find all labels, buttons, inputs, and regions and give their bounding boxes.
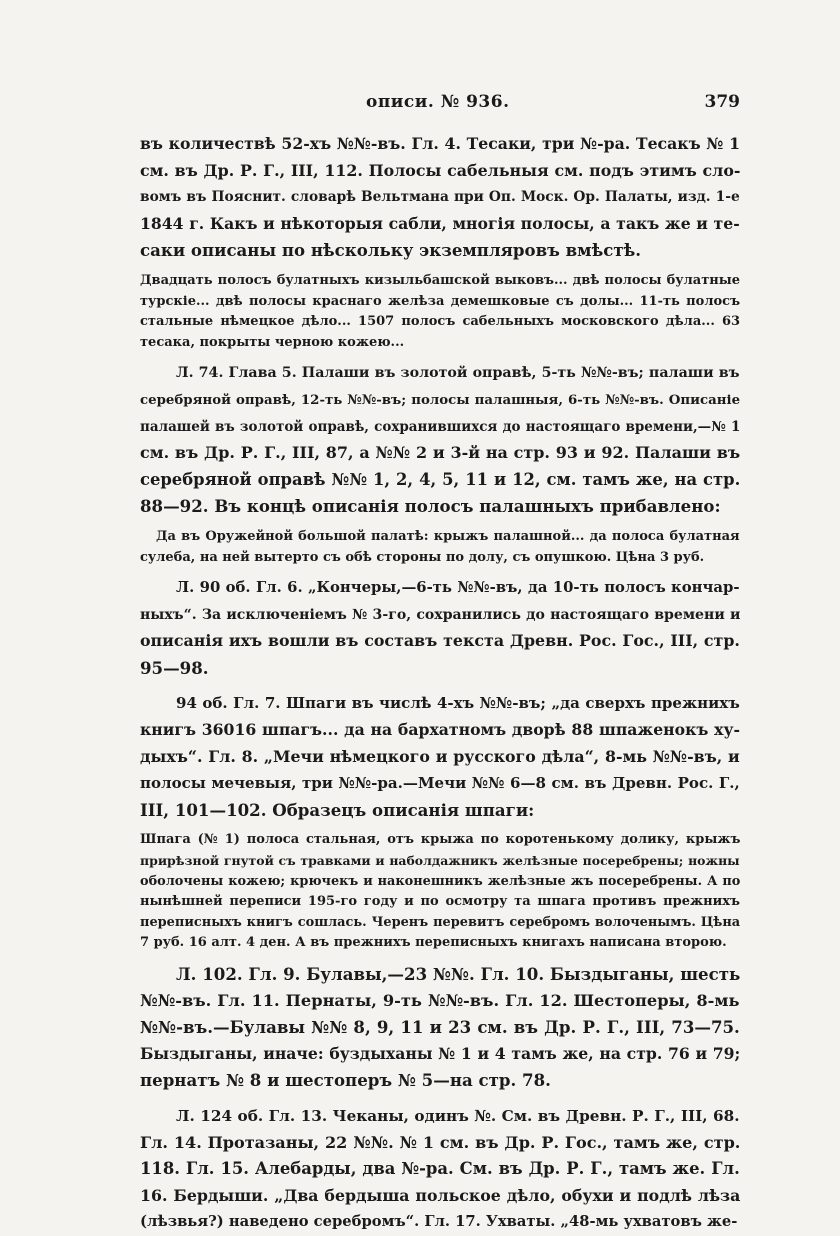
text-line: см. въ Др. Р. Г., III, 112. Полосы сабельныя см. подъ этимъ сло-	[140, 160, 740, 180]
paragraph-gap	[140, 954, 740, 961]
text-line: 16. Бердыши. „Два бердыша польское дѣло, обухи и подлѣ лѣза	[140, 1185, 740, 1205]
quotation-block	[140, 271, 740, 353]
text-line: пернатъ № 8 и шестоперъ № 5—на стр. 78.	[140, 1070, 551, 1091]
text-line: (лѣзвья?) наведено серебромъ“. Гл. 17. Ухваты. „48-мь ухватовъ же-	[140, 1213, 738, 1231]
text-paragraph	[140, 1103, 740, 1236]
text-line: прирѣзной гнутой съ травками и наболдажникъ желѣзные посеребрены; ножны	[140, 853, 740, 869]
text-line: переписныхъ книгъ сошлась. Черенъ перевитъ серебромъ волоченымъ. Цѣна	[140, 914, 740, 930]
text-line: полосы мечевыя, три №№-ра.—Мечи №№ 6—8 см. въ Древн. Рос. Г.,	[140, 774, 740, 793]
text-line: серебряной оправѣ, 12-ть №№-въ; полосы палашныя, 6-ть №№-въ. Описаніе	[140, 391, 740, 408]
text-paragraph	[140, 575, 740, 681]
text-line: сулеба, на ней вытерто съ обѣ стороны по долу, съ опушкою. Цѣна 3 руб.	[140, 549, 705, 565]
text-line: Шпага (№ 1) полоса стальная, отъ крыжа по коротенькому долику, крыжъ	[140, 832, 740, 848]
running-head: описи. № 936.	[366, 92, 510, 112]
text-line: турскіе... двѣ полосы краснаго желѣза демешковые съ долы... 11-ть полосъ	[140, 293, 740, 309]
paragraph-gap	[140, 568, 740, 575]
text-line: книгъ 36016 шпагъ... да на бархатномъ дворѣ 88 шпаженокъ ху-	[140, 720, 740, 740]
paragraph-gap	[140, 264, 740, 271]
text-line: Л. 124 об. Гл. 13. Чеканы, одинъ №. См. въ Древн. Р. Г., III, 68.	[176, 1106, 740, 1125]
quotation-block	[140, 830, 740, 954]
paragraph-gap	[140, 1094, 740, 1103]
text-line: тесака, покрыты черною кожею...	[140, 334, 405, 350]
text-paragraph	[140, 961, 740, 1094]
text-line: Л. 74. Глава 5. Палаши въ золотой оправѣ, 5-ть №№-въ; палаши въ	[176, 365, 740, 382]
text-line: Л. 102. Гл. 9. Булавы,—23 №№. Гл. 10. Быздыганы, шесть	[176, 964, 740, 984]
paragraph-gap	[140, 823, 740, 830]
paragraph-gap	[140, 681, 740, 690]
page-header	[140, 92, 740, 116]
text-line: Двадцать полосъ булатныхъ кизыльбашской выковъ... двѣ полосы булатные	[140, 272, 740, 288]
page-number: 379	[704, 92, 740, 112]
page-body	[140, 131, 740, 1236]
text-line: Л. 90 об. Гл. 6. „Кончеры,—6-ть №№-въ, да 10-ть полосъ кончар-	[176, 579, 740, 597]
quotation-block	[140, 527, 740, 568]
text-line: оболочены кожею; крючекъ и наконешникъ желѣзные жъ посеребрены. А по	[140, 873, 740, 889]
text-paragraph	[140, 131, 740, 264]
text-line: III, 101—102. Образецъ описанія шпаги:	[140, 799, 535, 820]
text-paragraph	[140, 690, 740, 823]
text-paragraph	[140, 360, 740, 520]
text-line: Гл. 14. Протазаны, 22 №№. № 1 см. въ Др. Р. Гос., тамъ же, стр.	[140, 1132, 740, 1152]
text-line: палашей въ золотой оправѣ, сохранившихся до настоящаго времени,—№ 1	[140, 418, 740, 435]
text-line: 7 руб. 16 алт. 4 ден. А въ прежнихъ переписныхъ книгахъ написана второю.	[140, 935, 727, 951]
paragraph-gap	[140, 353, 740, 360]
text-line: 94 об. Гл. 7. Шпаги въ числѣ 4-хъ №№-въ; „да сверхъ прежнихъ	[176, 694, 740, 713]
text-line: ныхъ“. За исключеніемъ № 3-го, сохранились до настоящаго времени и	[140, 606, 740, 623]
text-line: вомъ въ Пояснит. словарѣ Вельтмана при Оп. Моск. Ор. Палаты, изд. 1-е	[140, 189, 740, 206]
text-line: дыхъ“. Гл. 8. „Мечи нѣмецкого и русского дѣла“, 8-мь №№-въ, и	[140, 746, 740, 766]
text-line: см. въ Др. Р. Г., III, 87, а №№ 2 и 3-й на стр. 93 и 92. Палаши въ	[140, 443, 740, 463]
text-line: №№-въ. Гл. 11. Пернаты, 9-ть №№-въ. Гл. 12. Шестоперы, 8-мь	[140, 990, 740, 1010]
text-line: серебряной оправѣ №№ 1, 2, 4, 5, 11 и 12, см. тамъ же, на стр.	[140, 469, 740, 489]
text-line: 95—98.	[140, 657, 209, 678]
text-line: 88—92. Въ концѣ описанія полосъ палашныхъ прибавлено:	[140, 496, 721, 517]
text-line: описанія ихъ вошли въ составъ текста Древн. Рос. Гос., III, стр.	[140, 631, 740, 651]
paragraph-gap	[140, 520, 740, 527]
text-line: въ количествѣ 52-хъ №№-въ. Гл. 4. Тесаки, три №-ра. Тесакъ № 1	[140, 134, 740, 153]
text-line: Да въ Оружейной большой палатѣ: крыжъ палашной... да полоса булатная	[156, 528, 740, 544]
text-line: нынѣшней переписи 195-го году и по осмотру та шпага противъ прежнихъ	[140, 894, 740, 910]
text-line: №№-въ.—Булавы №№ 8, 9, 11 и 23 см. въ Др. Р. Г., III, 73—75.	[140, 1017, 740, 1038]
text-line: 118. Гл. 15. Алебарды, два №-ра. См. въ Др. Р. Г., тамъ же. Гл.	[140, 1159, 740, 1179]
text-line: саки описаны по нѣскольку экземпляровъ вмѣстѣ.	[140, 240, 642, 261]
text-line: стальные нѣмецкое дѣло... 1507 полосъ сабельныхъ московского дѣла... 63	[140, 314, 740, 330]
text-line: Быздыганы, иначе: буздыханы № 1 и 4 тамъ же, на стр. 76 и 79;	[140, 1043, 740, 1063]
text-line: 1844 г. Какъ и нѣкоторыя сабли, многія полосы, а такъ же и те-	[140, 213, 740, 233]
